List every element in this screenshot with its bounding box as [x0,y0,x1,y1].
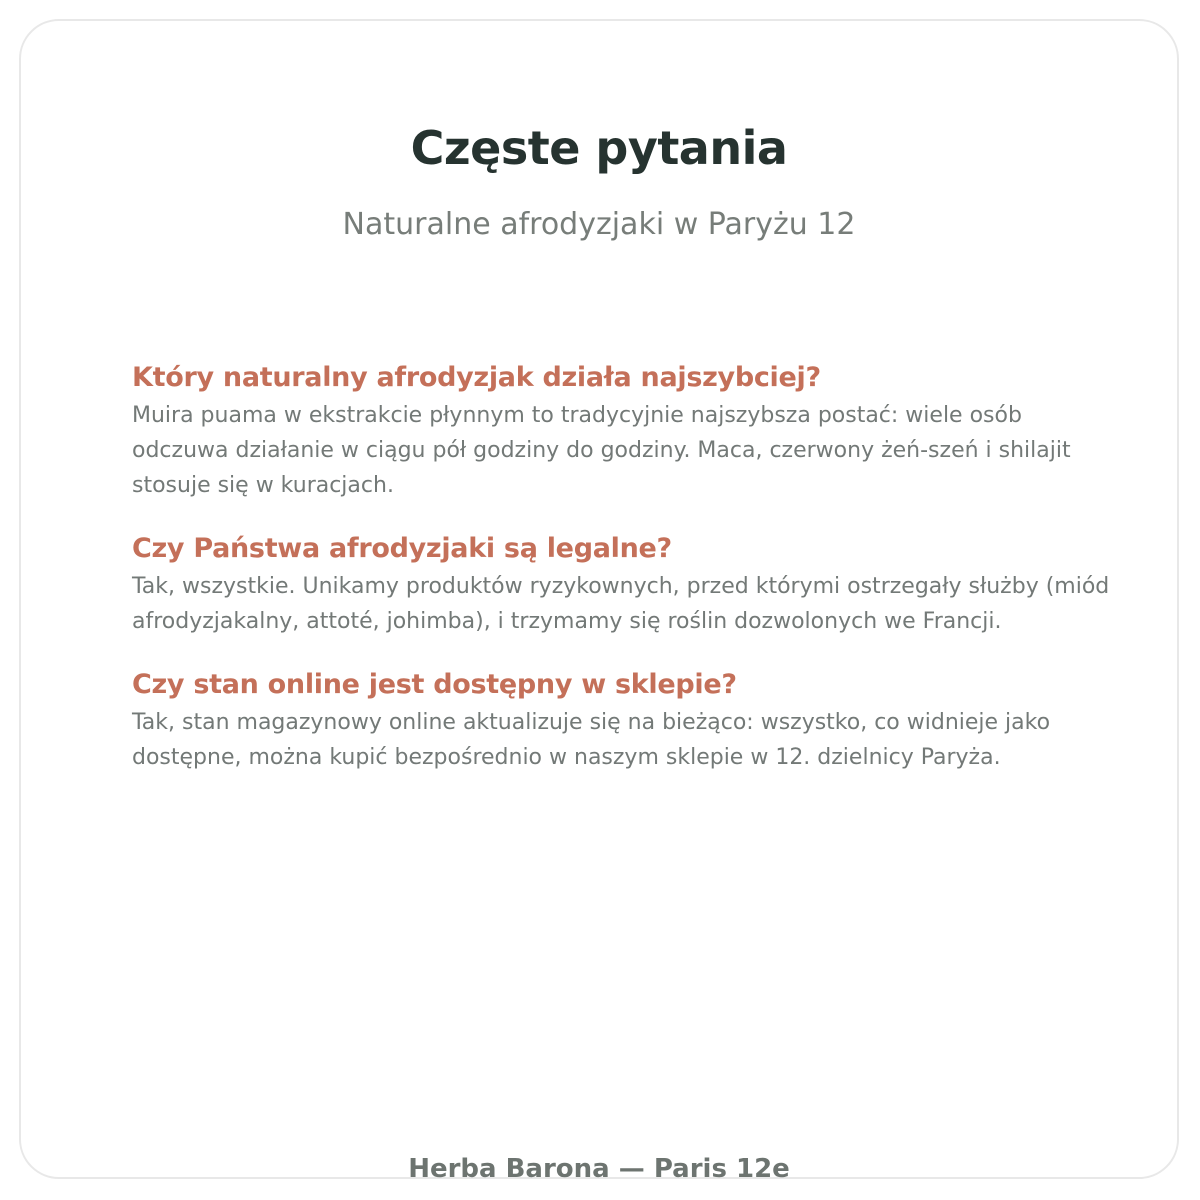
faq-list [132,360,1112,803]
footer-brand: Herba Barona — Paris 12e [408,1154,790,1184]
page-subtitle: Naturalne afrodyzjaki w Paryżu 12 [342,207,856,242]
faq-answer: Tak, wszystkie. Unikamy produktów ryzykownych, przed którymi ostrzegały służby (miód afrodyzjakalny, attoté, johimba), i trzymamy się roślin dozwolonych we Francji. [132,574,1110,634]
faq-card [19,19,1179,1184]
page-title: Częste pytania [410,121,788,175]
faq-item [132,531,1112,639]
faq-question: Który naturalny afrodyzjak działa najszybciej? [132,362,821,393]
faq-answer: Tak, stan magazynowy online aktualizuje się na bieżąco: wszystko, co widnieje jako dostępne, można kupić bezpośrednio w naszym sklepie w 12. dzielnicy Paryża. [132,710,1051,770]
faq-item [132,667,1112,775]
faq-question: Czy Państwa afrodyzjaki są legalne? [132,533,672,564]
faq-item [132,360,1112,503]
faq-question: Czy stan online jest dostępny w sklepie? [132,669,737,700]
faq-answer: Muira puama w ekstrakcie płynnym to tradycyjnie najszybsza postać: wiele osób odczuwa działanie w ciągu pół godziny do godziny. Maca, czerwony żeń-szeń i shilajit stosuje się w kuracjach. [132,403,1071,498]
